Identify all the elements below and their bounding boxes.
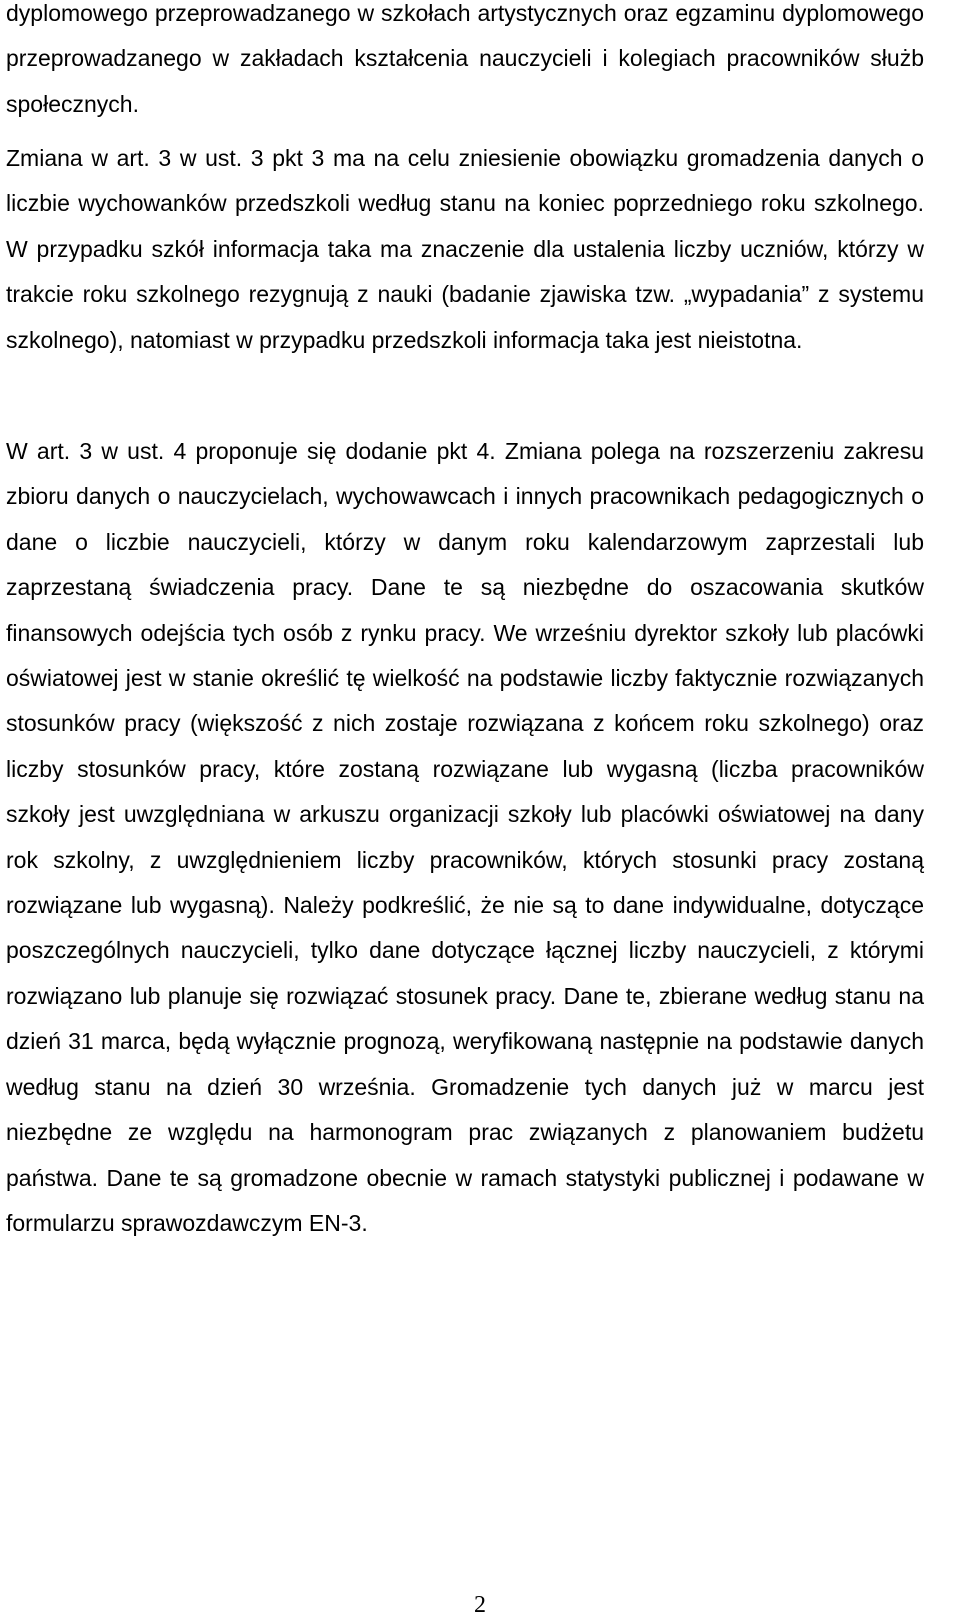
- paragraph-1: dyplomowego przeprowadzanego w szkołach artystycznych oraz egzaminu dyplomowego przeprowadzanego w zakładach kształcenia nauczycieli i kolegiach pracowników służb społecznych.: [6, 0, 924, 117]
- paragraph-3: W art. 3 w ust. 4 proponuje się dodanie pkt 4. Zmiana polega na rozszerzeniu zakresu zbioru danych o nauczycielach, wychowawcach i innych pracownikach pedagogicznych o dane o liczbie nauczycieli, którzy w danym roku kalendarzowym zaprzestali lub zaprzestaną świadczenia pracy. Dane te są niezbędne do oszacowania skutków finansowych odejścia tych osób z rynku pracy. We wrześniu dyrektor szkoły lub placówki oświatowej jest w stanie określić tę wielkość na podstawie liczby faktycznie rozwiązanych stosunków pracy (większość z nich zostaje rozwiązana z końcem roku szkolnego) oraz liczby stosunków pracy, które zostaną rozwiązane lub wygasną (liczba pracowników szkoły jest uwzględniana w arkuszu organizacji szkoły lub placówki oświatowej na dany rok szkolny, z uwzględnieniem liczby pracowników, których stosunki pracy zostaną rozwiązane lub wygasną). Należy podkreślić, że nie są to dane indywidualne, dotyczące poszczególnych nauczycieli, tylko dane dotyczące łącznej liczby nauczycieli, z którymi rozwiązano lub planuje się rozwiązać stosunek pracy. Dane te, zbierane według stanu na dzień 31 marca, będą wyłącznie prognozą, weryfikowaną następnie na podstawie danych według stanu na dzień 30 września. Gromadzenie tych danych już w marcu jest niezbędne ze względu na harmonogram prac związanych z planowaniem budżetu państwa. Dane te są gromadzone obecnie w ramach statystyki publicznej i podawane w formularzu sprawozdawczym EN-3.: [6, 438, 924, 1236]
- paragraph-2: Zmiana w art. 3 w ust. 3 pkt 3 ma na celu zniesienie obowiązku gromadzenia danych o liczbie wychowanków przedszkoli według stanu na koniec poprzedniego roku szkolnego. W przypadku szkół informacja taka ma znaczenie dla ustalenia liczby uczniów, którzy w trakcie roku szkolnego rezygnują z nauki (badanie zjawiska tzw. „wypadania” z systemu szkolnego), natomiast w przypadku przedszkoli informacja taka jest nieistotna.: [6, 145, 924, 353]
- page-number: 2: [474, 1592, 486, 1618]
- document-page: [6, 0, 924, 1623]
